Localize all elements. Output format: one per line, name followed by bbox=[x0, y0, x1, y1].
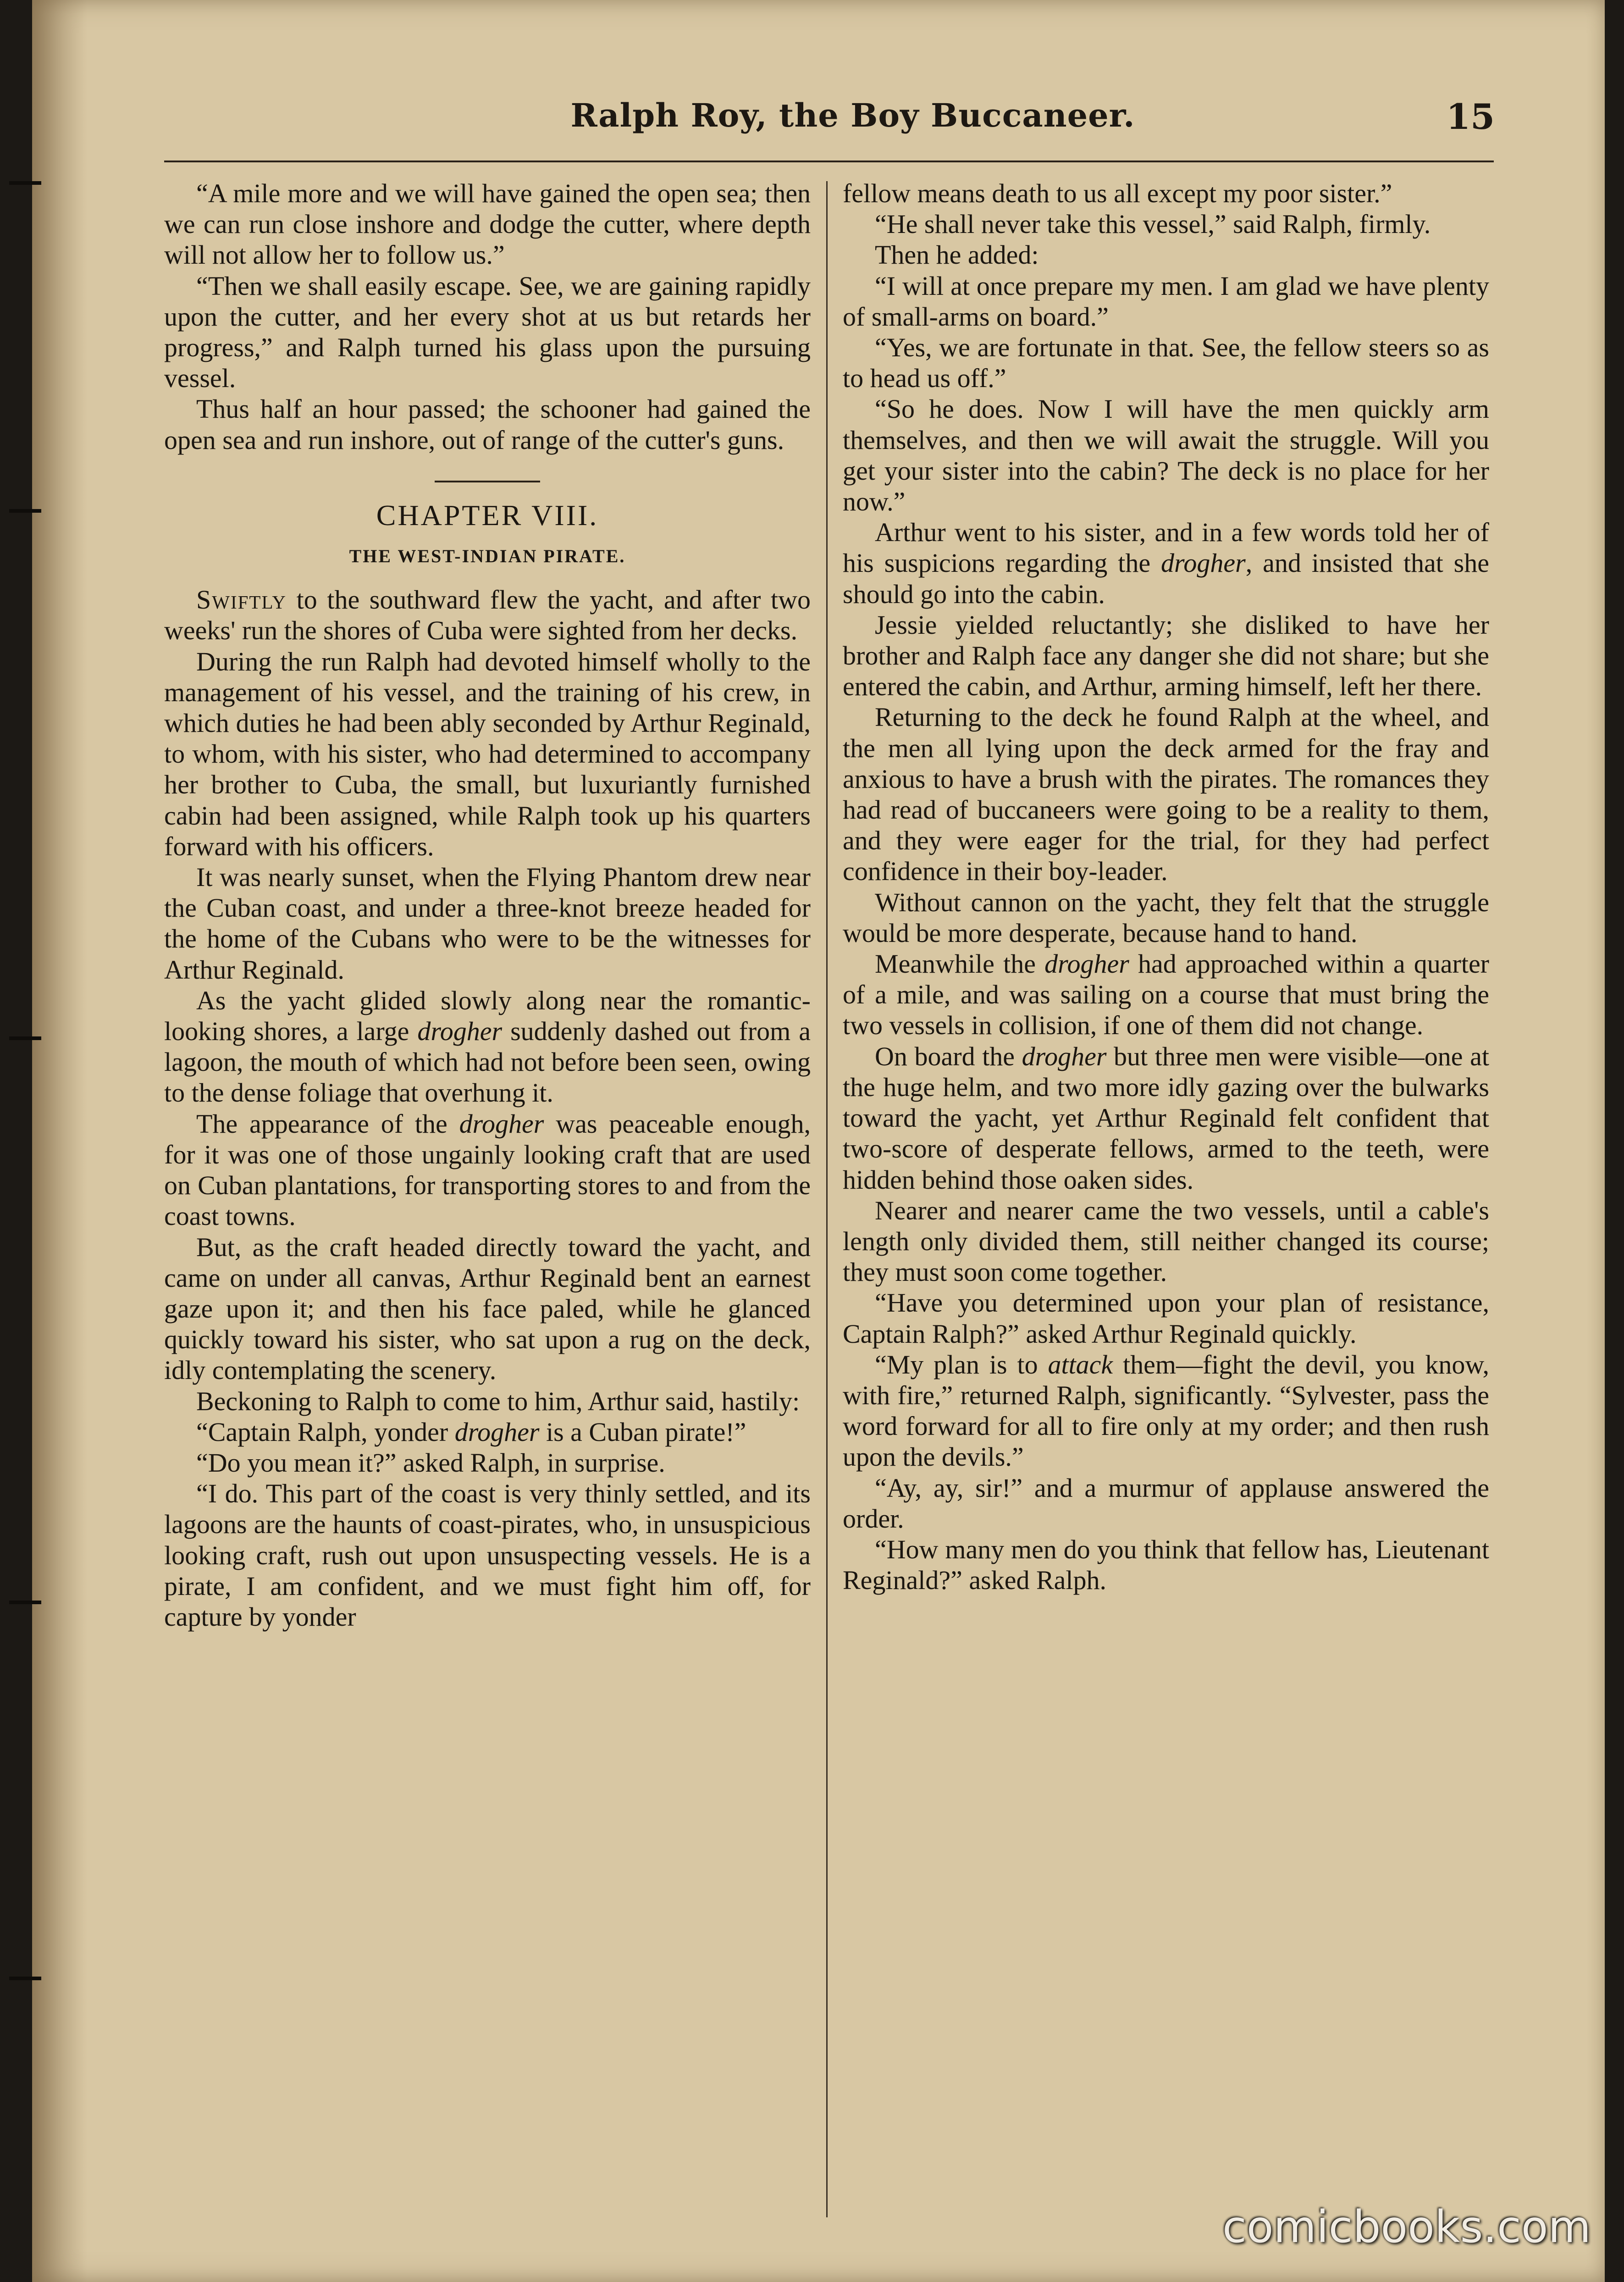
binding-mark bbox=[9, 1977, 41, 1980]
paragraph: “He shall never take this vessel,” said Ralph, firmly. bbox=[875, 209, 1431, 239]
paragraph-text: but three men were visible—one at the huge helm, and two more idly gazing over the bulwarks toward the yacht, yet Arthur Reginald felt confident that two-score of desperate fellows, armed to the teeth, were hidden behind those oaken sides. bbox=[843, 1041, 1489, 1195]
paragraph bbox=[843, 1349, 1489, 1473]
watermark: comicbooks.com bbox=[1222, 2201, 1591, 2253]
right-column bbox=[843, 178, 1489, 1595]
italic-word: drogher bbox=[417, 1016, 503, 1047]
italic-word: drogher bbox=[1044, 949, 1129, 979]
running-title: Ralph Roy, the Boy Buccaneer. bbox=[570, 96, 1135, 134]
chapter-heading: CHAPTER VIII. bbox=[376, 498, 599, 532]
left-column bbox=[164, 178, 811, 1632]
paragraph-text: The appearance of the bbox=[196, 1108, 459, 1139]
paragraph-text: Arthur went to his sister, and in a few words told her of his suspicions regarding the bbox=[843, 517, 1489, 578]
paragraph-text: suddenly dashed out from a lagoon, the mouth of which had not before been seen, owing to the dense foliage that overhung it. bbox=[164, 1016, 811, 1108]
paragraph: But, as the craft headed directly toward the yacht, and came on under all canvas, Arthur Reginald bent an earnest gaze upon it; and then his face paled, while he glanced quickly toward his sister, who sat upon a rug on the deck, idly contemplating the scenery. bbox=[164, 1232, 811, 1385]
paragraph-text: “Captain Ralph, yonder bbox=[196, 1417, 455, 1447]
paragraph: “Do you mean it?” asked Ralph, in surprise. bbox=[196, 1447, 665, 1478]
paragraph: Then he added: bbox=[875, 240, 1039, 270]
paragraph bbox=[164, 1108, 811, 1232]
paragraph bbox=[843, 517, 1489, 609]
paragraph: Jessie yielded reluctantly; she disliked to have her brother and Ralph face any danger she did not share; but she entered the cabin, and Arthur, arming himself, left her there. bbox=[843, 609, 1489, 702]
paragraph bbox=[843, 1041, 1489, 1195]
chapter-subheading: THE WEST-INDIAN PIRATE. bbox=[349, 546, 626, 567]
paragraph bbox=[164, 985, 811, 1108]
gutter-shadow bbox=[32, 0, 87, 2282]
paragraph: “A mile more and we will have gained the open sea; then we can run close inshore and dodge the cutter, where depth will not allow her to follow us.” bbox=[164, 178, 811, 270]
paragraph-text: them—fight the devil, you know, with fire,” returned Ralph, significantly. “Sylvester, pass the word forward for all to fire only at my order; and then rush upon the devils.” bbox=[843, 1349, 1489, 1472]
paragraph: During the run Ralph had devoted himself wholly to the management of his vessel, and the training of his crew, in which duties he had been ably seconded by Arthur Reginald, to whom, with his sister, who had determined to accompany her brother to Cuba, the small, but luxuriantly furnished cabin had been assigned, while Ralph took up his quarters forward with his officers. bbox=[164, 646, 811, 861]
chapter-divider bbox=[435, 481, 540, 482]
binding-mark bbox=[9, 1601, 41, 1604]
lead-word: Swiftly bbox=[196, 585, 287, 615]
paragraph: Thus half an hour passed; the schooner had gained the open sea and run inshore, out of range of the cutter's guns. bbox=[164, 394, 811, 455]
italic-word: drogher bbox=[1160, 548, 1246, 578]
page-number: 15 bbox=[1446, 96, 1495, 137]
paragraph: “Yes, we are fortunate in that. See, the fellow steers so as to head us off.” bbox=[843, 332, 1489, 393]
paragraph-text: As the yacht glided slowly along near the romantic-looking shores, a large bbox=[164, 985, 811, 1047]
paragraph-text: to the southward flew the yacht, and after two weeks' run the shores of Cuba were sighted from her decks. bbox=[164, 585, 811, 646]
paragraph: “Have you determined upon your plan of resistance, Captain Ralph?” asked Arthur Reginald quickly. bbox=[843, 1288, 1489, 1349]
paragraph: “I do. This part of the coast is very thinly settled, and its lagoons are the haunts of coast-pirates, who, in unsuspicious looking craft, rush out upon unsuspecting vessels. He is a pirate, I am confident, and we must fight him off, for capture by yonder bbox=[164, 1479, 811, 1632]
paragraph-text: was peaceable enough, for it was one of those ungainly looking craft that are used on Cuban plantations, for transporting stores to and from the coast towns. bbox=[164, 1108, 811, 1231]
paragraph-text: , and insisted that she should go into the cabin. bbox=[843, 548, 1489, 609]
paragraph-text: “My plan is to bbox=[875, 1349, 1048, 1379]
paragraph: Returning to the deck he found Ralph at the wheel, and the men all lying upon the deck armed for the fray and anxious to have a brush with the pirates. The romances they had read of buccaneers were going to be a reality to them, and they were eager for the trial, for they had perfect confidence in their boy-leader. bbox=[843, 702, 1489, 886]
paragraph: Without cannon on the yacht, they felt that the struggle would be more desperate, because hand to hand. bbox=[843, 887, 1489, 948]
paragraph: “I will at once prepare my men. I am glad we have plenty of small-arms on board.” bbox=[843, 271, 1489, 332]
binding-mark bbox=[9, 181, 41, 185]
binding-mark bbox=[9, 509, 41, 513]
paragraph-text: had approached within a quarter of a mile, and was sailing on a course that must bring the two vessels in collision, if one of them did not change. bbox=[843, 949, 1489, 1041]
binding-mark bbox=[9, 1036, 41, 1040]
paragraph: “How many men do you think that fellow has, Lieutenant Reginald?” asked Ralph. bbox=[843, 1534, 1489, 1595]
paragraph: Nearer and nearer came the two vessels, until a cable's length only divided them, still neither changed its course; they must soon come together. bbox=[843, 1195, 1489, 1287]
paragraph bbox=[164, 1417, 811, 1447]
header-rule bbox=[164, 161, 1494, 162]
paragraph-text: On board the bbox=[875, 1041, 1022, 1071]
paragraph-text: is a Cuban pirate!” bbox=[539, 1417, 746, 1447]
paragraph: fellow means death to us all except my poor sister.” bbox=[843, 178, 1392, 208]
italic-word: drogher bbox=[454, 1417, 540, 1447]
italic-word: drogher bbox=[1022, 1041, 1107, 1071]
paragraph: “Ay, ay, sir!” and a murmur of applause answered the order. bbox=[843, 1473, 1489, 1534]
paragraph bbox=[164, 584, 811, 646]
paragraph bbox=[843, 948, 1489, 1041]
paragraph-text: Meanwhile the bbox=[875, 949, 1045, 979]
column-divider bbox=[826, 181, 828, 2217]
italic-word: attack bbox=[1048, 1349, 1113, 1379]
paragraph: “Then we shall easily escape. See, we are gaining rapidly upon the cutter, and her every shot at us but retards her progress,” and Ralph turned his glass upon the pursuing vessel. bbox=[164, 271, 811, 393]
paragraph: It was nearly sunset, when the Flying Phantom drew near the Cuban coast, and under a three-knot breeze headed for the home of the Cubans who were to be the witnesses for Arthur Reginald. bbox=[164, 862, 811, 985]
paragraph: “So he does. Now I will have the men quickly arm themselves, and then we will await the struggle. Will you get your sister into the cabin? The deck is no place for her now.” bbox=[843, 394, 1489, 517]
italic-word: drogher bbox=[459, 1108, 544, 1139]
paragraph: Beckoning to Ralph to come to him, Arthur said, hastily: bbox=[196, 1386, 800, 1416]
